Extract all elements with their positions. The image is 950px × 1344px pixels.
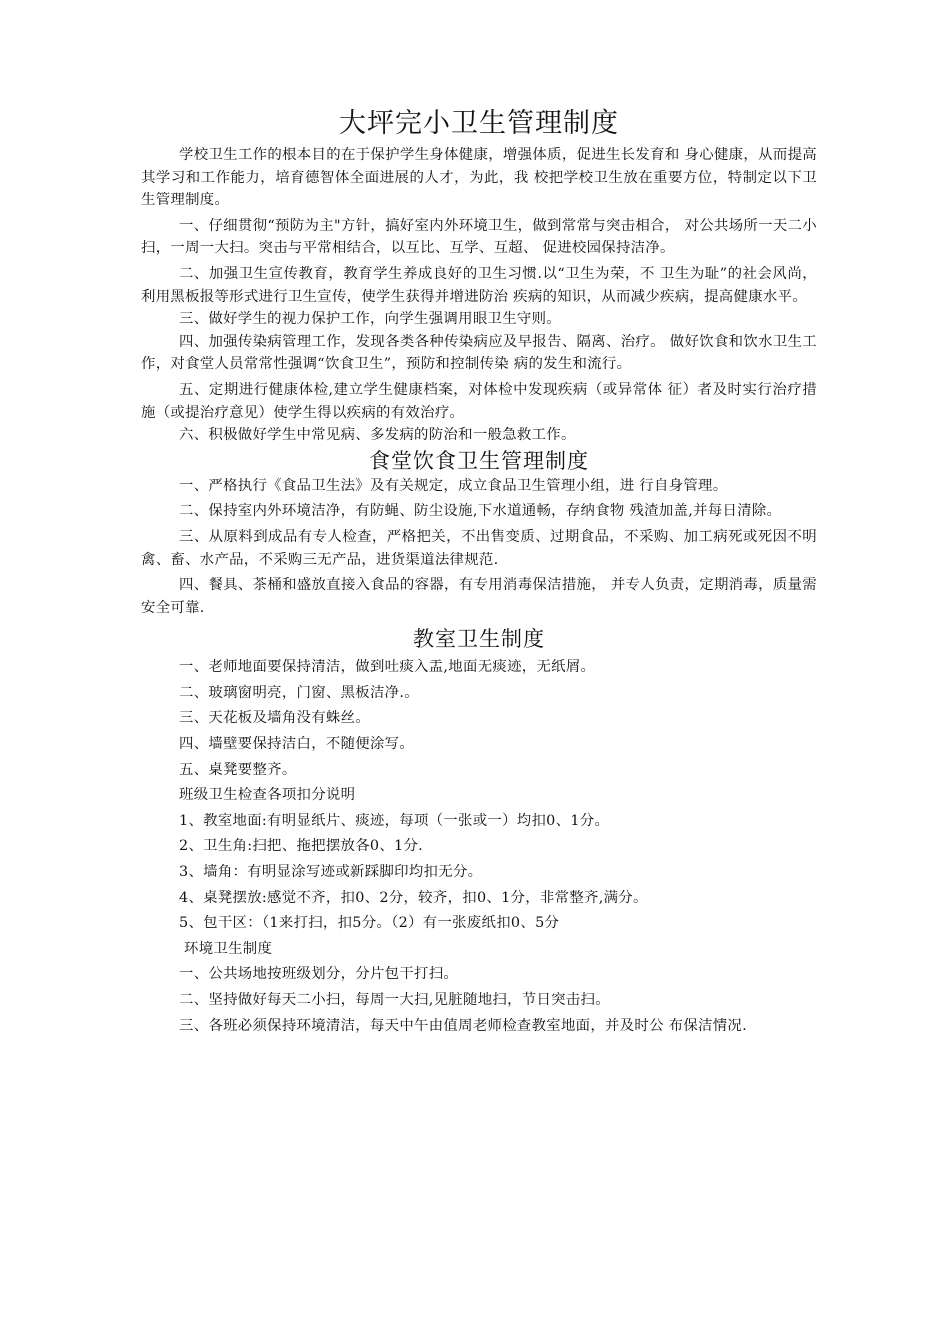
canteen-rule-2: 二、保持室内外环境洁净，有防蝇、防尘设施,下水道通畅，存纳食物 残渣加盖,并每日清除。 <box>179 503 782 520</box>
general-rule-6: 六、积极做好学生中常见病、多发病的防治和一般急救工作。 <box>179 427 576 444</box>
canteen-rule-1: 一、严格执行《食品卫生法》及有关规定，成立食品卫生管理小组，进 行自身管理。 <box>179 477 728 494</box>
environment-heading: 环境卫生制度 <box>184 940 273 957</box>
classroom-rule-3: 三、天花板及墙角没有蛛丝。 <box>179 710 370 727</box>
environment-rule-1: 一、公共场地按班级划分，分片包干打扫。 <box>179 966 459 983</box>
canteen-rule-4: 四、餐具、茶桶和盛放直接入食品的容器，有专用消毒保洁措施， 并专人负责，定期消毒，质量需安全可靠. <box>141 577 817 616</box>
deduction-item-4: 4、桌凳摆放:感觉不齐，扣0、2分，较齐，扣0、1分，非常整齐,满分。 <box>179 889 648 906</box>
deduction-heading: 班级卫生检查各项扣分说明 <box>179 787 356 804</box>
general-rule-3: 三、做好学生的视力保护工作，向学生强调用眼卫生守则。 <box>179 311 561 328</box>
canteen-section-title: 食堂饮食卫生管理制度 <box>369 448 589 473</box>
environment-rule-2: 二、坚持做好每天二小扫，每周一大扫,见脏随地扫，节日突击扫。 <box>179 992 610 1008</box>
deduction-item-3: 3、墙角：有明显涂写迹或新踩脚印均扣无分。 <box>179 864 483 881</box>
deduction-item-2: 2、卫生角:扫把、拖把摆放各0、1分. <box>179 838 424 855</box>
intro-paragraph: 学校卫生工作的根本目的在于保护学生身体健康，增强体质，促进生长发育和 身心健康，从而提高其学习和工作能力，培育德智体全面进展的人才，为此，我 校把学校卫生放在重要方位，特制定以下卫生管理制度。 <box>141 147 817 209</box>
environment-rule-3: 三、各班必须保持环境清洁，每天中午由值周老师检查教室地面，并及时公 布保洁情况. <box>179 1017 747 1034</box>
deduction-item-5: 5、包干区：（1来打扫，扣5分。（2）有一张废纸扣0、5分 <box>179 915 560 932</box>
classroom-rule-4: 四、墙壁要保持洁白，不随便涂写。 <box>179 736 415 753</box>
general-rule-4: 四、加强传染病管理工作，发现各类各种传染病应及早报告、隔离、治疗。 做好饮食和饮水卫生工作，对食堂人员常常性强调“饮食卫生”，预防和控制传染 病的发生和流行。 <box>141 333 817 373</box>
general-rule-5: 五、定期进行健康体检,建立学生健康档案，对体检中发现疾病（或异常体 征）者及时实行治疗措施（或提治疗意见）使学生得以疾病的有效治疗。 <box>141 381 817 421</box>
general-rule-2: 二、加强卫生宣传教育，教育学生养成良好的卫生习惯.以“卫生为荣，不 卫生为耻”的社会风尚，利用黑板报等形式进行卫生宣传，使学生获得并增进防治 疾病的知识，从而减少疾病，提高健康水平。 <box>141 265 817 305</box>
canteen-rule-3: 三、从原料到成品有专人检查，严格把关，不出售变质、过期食品，不采购、加工病死或死因不明禽、畜、水产品，不采购三无产品，进货渠道法律规范. <box>141 528 817 568</box>
general-rule-1: 一、仔细贯彻“预防为主"方针，搞好室内外环境卫生，做到常常与突击相合， 对公共场所一天二小扫，一周一大扫。突击与平常相结合，以互比、互学、互超、 促进校园保持洁净。 <box>141 217 817 257</box>
classroom-rule-5: 五、桌凳要整齐。 <box>179 761 297 778</box>
page-title: 大坪完小卫生管理制度 <box>339 108 619 139</box>
classroom-section-title: 教室卫生制度 <box>413 627 545 652</box>
classroom-rule-2: 二、玻璃窗明亮，门窗、黑板洁净.。 <box>179 684 419 701</box>
classroom-rule-1: 一、老师地面要保持清洁，做到吐痰入盂,地面无痰迹，无纸屑。 <box>179 659 596 676</box>
document-body <box>141 104 817 1037</box>
deduction-item-1: 1、教室地面:有明显纸片、痰迹，每项（一张或一）均扣0、1分。 <box>179 812 610 829</box>
